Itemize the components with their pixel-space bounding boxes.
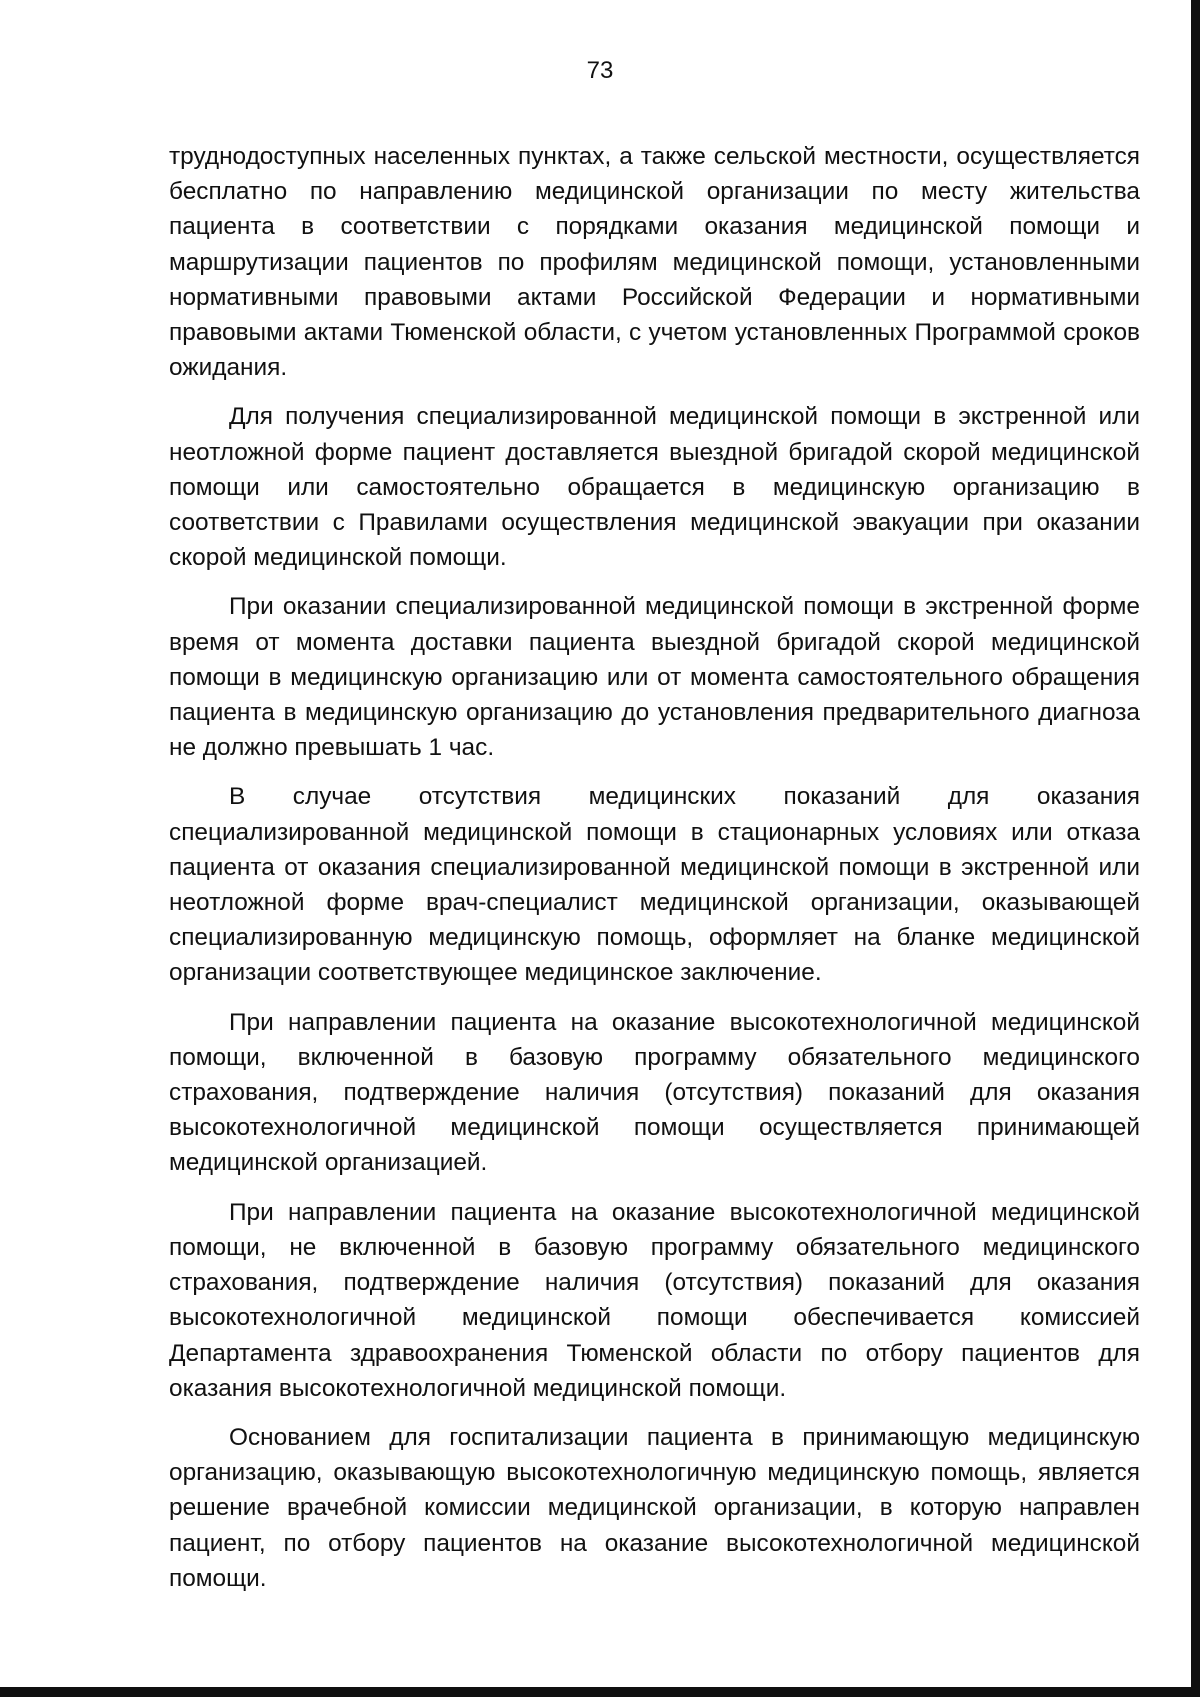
paragraph-no-indications: В случае отсутствия медицинских показаний для оказания специализированной медицинской помощи в стационарных условиях или отказа пациента от оказания специализированной медицинской помощи в экстренной или неотложной форме врач-специалист медицинской организации, оказывающей специализированную медицинскую помощь, оформляет на бланке медицинской организации соответствующее медицинское заключение. <box>169 783 1140 987</box>
paragraph-emergency-care: Для получения специализированной медицинской помощи в экстренной или неотложной форме пациент доставляется выездной бригадой скорой медицинской помощи или самостоятельно обращается в медицинскую организацию в соответствии с Правилами осуществления медицинской эвакуации при оказании скорой медицинской помощи. <box>169 403 1140 572</box>
paragraph-htmc-included: При направлении пациента на оказание высокотехнологичной медицинской помощи, включенной в базовую программу обязательного медицинского страхования, подтверждение наличия (отсутствия) показаний для оказания высокотехнологичной медицинской помощи осуществляется принимающей медицинской организацией. <box>169 1008 1140 1177</box>
document-body <box>169 139 1140 1610</box>
paragraph-diagnosis-time: При оказании специализированной медицинской помощи в экстренной форме время от момента доставки пациента выездной бригадой скорой медицинской помощи в медицинскую организацию или от момента самостоятельного обращения пациента в медицинскую организацию до установления предварительного диагноза не должно превышать 1 час. <box>169 593 1140 762</box>
paragraph-hospitalization-basis: Основанием для госпитализации пациента в принимающую медицинскую организацию, оказывающую высокотехнологичную медицинскую помощь, является решение врачебной комиссии медицинской организации, в которую направлен пациент, по отбору пациентов на оказание высокотехнологичной медицинской помощи. <box>169 1423 1140 1592</box>
page-number: 73 <box>586 57 614 84</box>
paragraph-continuation: труднодоступных населенных пунктах, а также сельской местности, осуществляется бесплатно по направлению медицинской организации по месту жительства пациента в соответствии с порядками оказания медицинской помощи и маршрутизации пациентов по профилям медицинской помощи, установленными нормативными правовыми актами Российской Федерации и нормативными правовыми актами Тюменской области, с учетом установленных Программой сроков ожидания. <box>169 143 1140 382</box>
paragraph-htmc-not-included: При направлении пациента на оказание высокотехнологичной медицинской помощи, не включенной в базовую программу обязательного медицинского страхования, подтверждение наличия (отсутствия) показаний для оказания высокотехнологичной медицинской помощи обеспечивается комиссией Департамента здравоохранения Тюменской области по отбору пациентов для оказания высокотехнологичной медицинской помощи. <box>169 1198 1140 1402</box>
scan-border-bottom <box>0 1687 1200 1697</box>
scan-border-right <box>1191 0 1200 1697</box>
